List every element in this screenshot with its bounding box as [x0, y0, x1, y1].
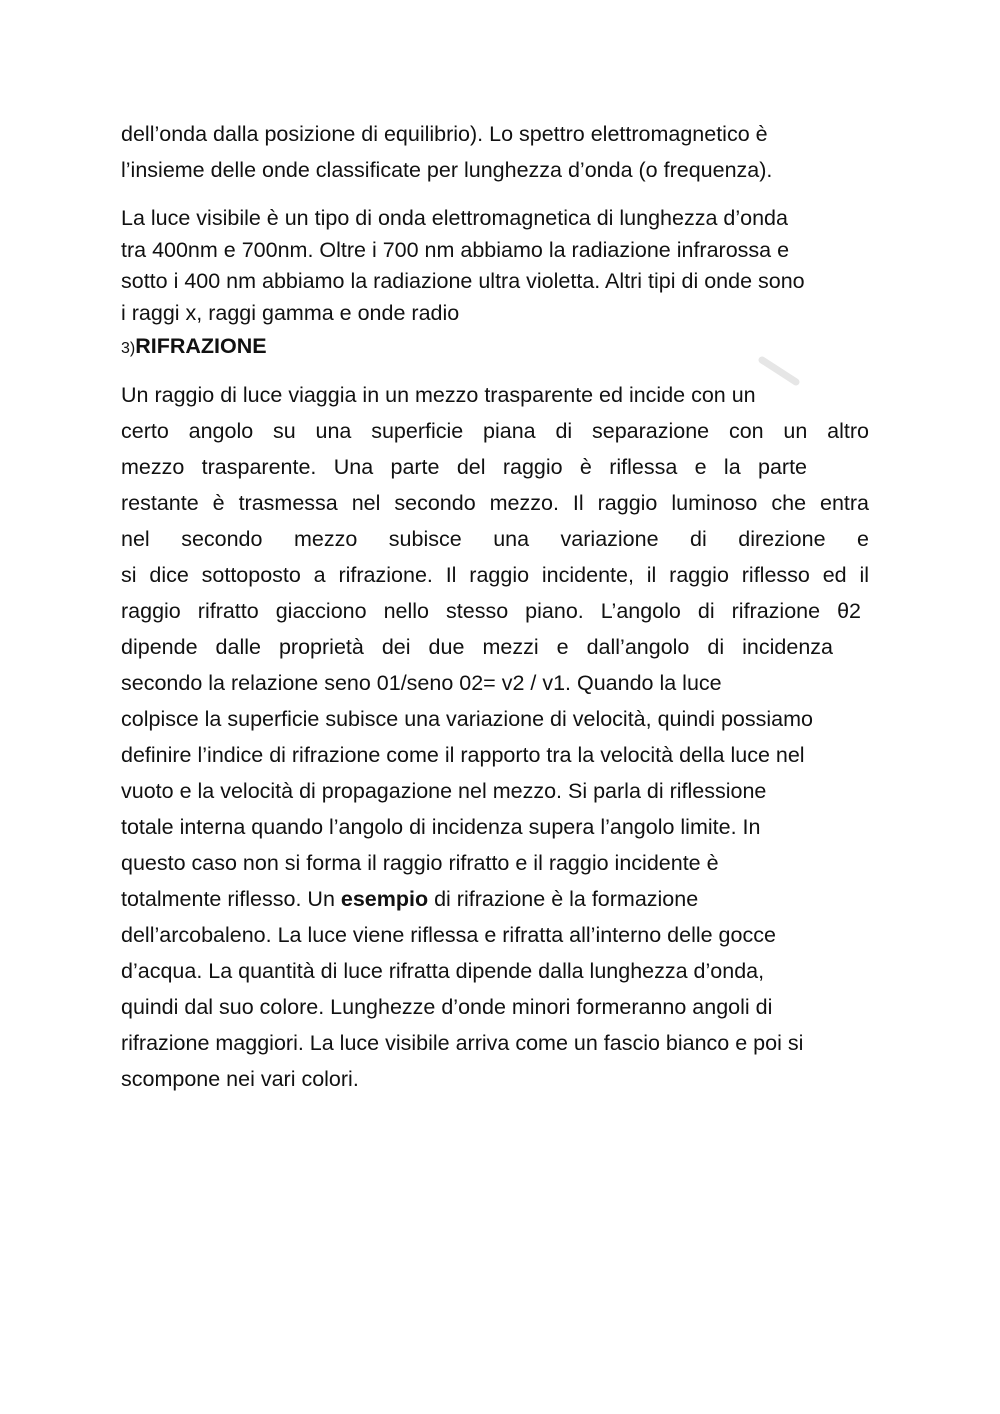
text-line: restante è trasmessa nel secondo mezzo. Il raggio luminoso che entra	[121, 491, 869, 515]
section-heading	[121, 330, 267, 362]
text-line: questo caso non si forma il raggio rifratto e il raggio incidente è	[121, 851, 719, 875]
text-segment: di rifrazione è la formazione	[428, 887, 699, 911]
text-line: certo angolo su una superficie piana di separazione con un altro	[121, 419, 869, 443]
text-line: nel secondo mezzo subisce una variazione di direzione e	[121, 527, 869, 551]
text-line: Un raggio di luce viaggia in un mezzo trasparente ed incide con un	[121, 383, 756, 407]
text-line: scompone nei vari colori.	[121, 1067, 359, 1091]
section-number: 3)	[121, 340, 136, 357]
paragraph-refraction	[121, 377, 901, 1097]
text-line: totale interna quando l’angolo di incidenza supera l’angolo limite. In	[121, 815, 761, 839]
example-emphasis: esempio	[340, 887, 429, 911]
text-segment: totalmente riflesso. Un	[121, 887, 341, 911]
text-line: La luce visibile è un tipo di onda elettromagnetica di lunghezza d’onda	[121, 206, 788, 230]
text-line: dipende dalle proprietà dei due mezzi e dall’angolo di incidenza	[121, 635, 833, 659]
text-line: raggio rifratto giacciono nello stesso piano. L’angolo di rifrazione θ2	[121, 599, 861, 623]
text-line: l’insieme delle onde classificate per lunghezza d’onda (o frequenza).	[121, 158, 773, 182]
text-line-example	[121, 881, 901, 917]
text-line: quindi dal suo colore. Lunghezze d’onde minori formeranno angoli di	[121, 995, 773, 1019]
text-line: d’acqua. La quantità di luce rifratta dipende dalla lunghezza d’onda,	[121, 959, 765, 983]
text-line: si dice sottoposto a rifrazione. Il raggio incidente, il raggio riflesso ed il	[121, 563, 869, 587]
text-line: vuoto e la velocità di propagazione nel mezzo. Si parla di riflessione	[121, 779, 767, 803]
text-line: definire l’indice di rifrazione come il rapporto tra la velocità della luce nel	[121, 743, 805, 767]
text-line: tra 400nm e 700nm. Oltre i 700 nm abbiamo la radiazione infrarossa e	[121, 237, 790, 262]
text-line: rifrazione maggiori. La luce visibile arriva come un fascio bianco e poi si	[121, 1031, 804, 1055]
text-line: mezzo trasparente. Una parte del raggio è riflessa e la parte	[121, 455, 807, 479]
text-line: colpisce la superficie subisce una variazione di velocità, quindi possiamo	[121, 707, 813, 731]
text-line: dell’onda dalla posizione di equilibrio). Lo spettro elettromagnetico è	[121, 122, 768, 146]
text-line: sotto i 400 nm abbiamo la radiazione ultra violetta. Altri tipi di onde sono	[121, 269, 805, 293]
section-title: RIFRAZIONE	[135, 334, 267, 358]
text-line: dell’arcobaleno. La luce viene riflessa e rifratta all’interno delle gocce	[121, 923, 776, 947]
text-line: secondo la relazione seno 01/seno 02= v2 / v1. Quando la luce	[121, 671, 722, 695]
paragraph-visible-light	[121, 203, 901, 329]
text-line: i raggi x, raggi gamma e onde radio	[121, 300, 460, 325]
paragraph-spectrum	[121, 116, 901, 188]
